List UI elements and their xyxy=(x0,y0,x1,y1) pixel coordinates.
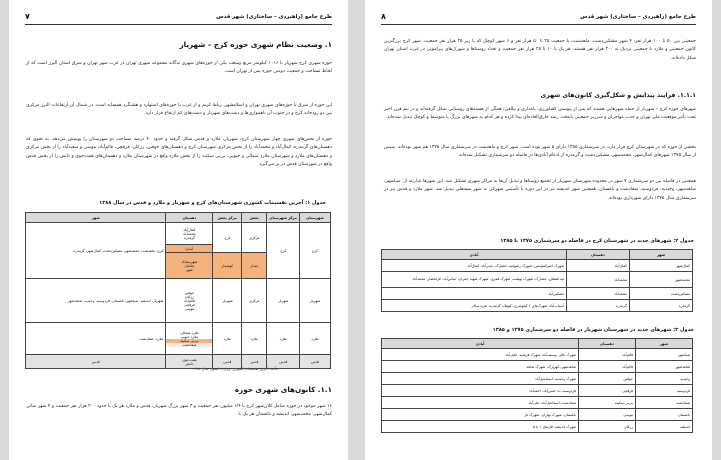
table-row xyxy=(26,279,331,323)
page-header xyxy=(25,12,332,25)
villages-cell: صفادشت، اسماعیل‌آباد، علی‌آباد xyxy=(382,397,579,409)
district-cell: موسی xyxy=(579,409,636,421)
table-header-cell: آبادی xyxy=(382,250,567,260)
villages-cell: شهرک امیرالمؤمنین، شهرک رضوانیه، حصارک، حیدرآباد، کمال‌آباد xyxy=(382,260,567,272)
villages-cell: باغستان، شهرک بهاران، شهرک ناز xyxy=(382,409,579,421)
village-cell: قرقچی xyxy=(184,302,195,307)
village-cell: ملارد جنوبی xyxy=(180,334,199,339)
city-cell: گرمدره xyxy=(630,300,693,312)
section-heading: ۱.۱.۱. فرایند پیدایش و شکل‌گیری کانون‌های شهری xyxy=(540,92,696,99)
divisions-table xyxy=(25,212,331,369)
table-row xyxy=(382,300,693,312)
county-cell: قدس xyxy=(300,355,331,369)
table-row xyxy=(382,385,693,397)
county-cell: ملارد xyxy=(300,323,331,355)
right-page xyxy=(365,0,712,460)
page-number: ۷ xyxy=(25,12,30,21)
paragraph: همچنین در فاصله بین دو سرشماری ۷ شهر در محدوده شهرستان شهریار از تجمیع روستاها و تبدیل آن‌ها به مراکز شهری تشکیل شد. این شهرها عبارتند از: صباشهر، شاهدشهر، وحیدیه، فردوسیه، صفادشت و باغستان. همچنین شهر اندیشه نیز در این دوره با تأسیس شهرکی به شهر مستقلی تبدیل شد. شهر ملارد و قدس نیز در سرشماری سال ۱۳۷۵ دارای شهرداری بوده‌اند. xyxy=(384,179,696,201)
city-cell: اندیشه xyxy=(636,421,693,433)
table-row xyxy=(382,288,693,300)
village-cell: قائم‌آباد xyxy=(183,298,195,303)
village-cell: شهرستانک xyxy=(181,259,198,264)
paragraph: این حوزه از شرق با حوزه‌های شهری تهران و اسلامشهر، رباط کریم و از غرب با حوزه‌های اشتهارد و هشتگرد همسایه است. در شمال آن ارتفاعات البرز مرکزی بین دو رودخانه کرج و در جنوب آن ناهمواری‌ها و دشت‌های شهریار و دشت‌های کم ارتفاع قرار دارد. xyxy=(26,103,332,117)
city-cell: مشکین‌دشت xyxy=(630,288,693,300)
district-center-cell: شهریار xyxy=(213,279,242,323)
county-center-cell: قدس xyxy=(267,355,300,369)
village-cell: بی‌بی سکینه xyxy=(166,339,212,343)
table-row xyxy=(26,323,331,355)
village-cell: رزکان xyxy=(184,294,194,299)
table-header-cell: آبادی xyxy=(382,339,579,349)
district-cell: رزکان xyxy=(579,421,636,433)
county-cell: کرج xyxy=(300,223,331,279)
table-header-row xyxy=(382,250,693,260)
shahriar-new-cities-table xyxy=(381,338,693,433)
paragraph: شهرهای حوزه کرج – شهریار از جمله شهرهایی هستند که پس از پیوستن کشاورزی، باغداری و ییلاقی، همگی از هسته‌های روستایی شکل گرفته‌اند و در نیم قرن اخیر تحت تأثیر موقعیت ملی تهران و جذب مهاجران و سرریز جمعیتی پایتخت رشد خارق‌العاده‌ای پیدا کرده و هر کدام به شهرهای بزرگ یا متوسط و کوچک تبدیل شده‌اند. xyxy=(384,107,696,121)
villages-cell: آسیاب‌آباد، شهرک‌های ۲ کیلومتری، کوهک، گرمدره، نقره سالار xyxy=(382,300,567,312)
district-cell: مرکزی xyxy=(242,279,267,323)
district-cell: محمدآباد xyxy=(567,272,630,288)
left-page xyxy=(9,0,348,460)
karaj-new-cities-table xyxy=(381,249,693,312)
table-header-cell: مرکز شهرستان xyxy=(267,213,300,223)
table-header-cell: دهستان xyxy=(579,339,636,349)
paragraph: ۱۶ شهر موجود در حوزه شامل کلان‌شهر کرج با ۱/۴ میلیون نفر جمعیت و ۳ شهر بزرگ شهریار، قدس و ملارد هر یک با حدود ۲۰۰ هزار نفر جمعیت و ۴ شهر میانی کمال‌شهر، محمدشهر، اندیشه و باغستان هر یک با xyxy=(26,404,333,418)
city-cell: صفادشت xyxy=(636,397,693,409)
district-cell: قائم‌آباد xyxy=(579,349,636,361)
paragraph: حوزه از بخش‌های شهری چهار شهرستان کرج، شهریار، ملارد و قدس شکل گرفته و حدود ۴۰ درصد مساحت دو شهرستان را پوشش می‌دهد. به نحوی که دهستان‌های گرمدره، کمال‌آباد و محمدآباد را از بخش مرکزی شهرستان کرج و دهستان‌های جوقین، رزکان، قرقچی، قائم‌آباد، موسی و سعیدآباد را از بخش مرکزی و دهستان‌های ملارد و شهرستان ملارد شمالی و جنوبی، بی‌بی سکینه را از بخش ملارد واقع در شهرستان ملارد و دهستان‌های همت‌جوی و دانش را از بخش قدس واقع در شهرستان قدس در بر می‌گیرد. xyxy=(26,137,332,168)
district-center-cell: قدس xyxy=(213,355,242,369)
table-row xyxy=(382,409,693,421)
section-heading: ۱.۱. کانون‌های شهری حوزه xyxy=(234,385,332,394)
village-cell: محمدآباد xyxy=(182,231,196,236)
table-header-cell: دهستان xyxy=(567,250,630,260)
district-cell: قدس xyxy=(242,355,267,369)
villages-cell: تپه قشلاق، حصارک، شهرک بهشت، شهرک قمری، شهرک شهید چمران، عباس‌آباد، قزلحصار، محمدآباد xyxy=(382,272,567,288)
section-heading: ۱. وضعیت نظام شهری حوزه کرج – شهریار xyxy=(179,40,332,49)
table-header-cell: مرکز بخش xyxy=(213,213,242,223)
village-cell: تنکمان xyxy=(184,263,195,268)
page-number: ۸ xyxy=(381,12,386,21)
district-cell: بی‌بی سکینه xyxy=(579,397,636,409)
villages-cell: شهرک اندیشه، فازهای ۱ تا ۵ xyxy=(382,421,579,433)
district-cell: کمال‌آباد xyxy=(567,260,630,272)
city-cell: صباشهر xyxy=(636,349,693,361)
district-cell: گرمدره xyxy=(567,300,630,312)
district-center-cell: کرج xyxy=(213,223,242,253)
city-cell: قدس xyxy=(26,355,166,369)
district-cell: مرکزی xyxy=(242,223,267,253)
district-cell: محمدآباد xyxy=(567,288,630,300)
paragraph: بخشی از حوزه که در شهرستان کرج قرار دارد، در سرشماری ۱۳۵۵ دارای ۵ شهر بوده است. شهر کرج و ماهدشت در سرشماری سال ۱۳۷۵ هم شهر بوده‌اند. سپس از سال ۱۳۷۵ شهرهای کمال‌شهر، محمدشهر، مشکین‌دشت و گرمدره از ادغام آبادی‌ها در فاصله دو سرشماری تشکیل شده‌اند. xyxy=(384,145,696,159)
city-cell: فردوسیه xyxy=(636,385,693,397)
village-cell: شهر xyxy=(186,267,193,272)
district-cell: قرقچی xyxy=(579,385,636,397)
header-title: طرح جامع (راهبردی – ساختاری) شهر قدس xyxy=(216,14,332,20)
table-header-cell: شهر xyxy=(636,339,693,349)
table-header-cell: شهر xyxy=(26,213,166,223)
table-row xyxy=(382,373,693,385)
table-source-note: مأخذ: آخرین تقسیمات کشوری، وزارت کشور، سال ۱۳۸۸ xyxy=(192,367,278,371)
village-cell: جوقین xyxy=(184,290,195,295)
county-center-cell: کرج xyxy=(267,223,300,279)
page-header xyxy=(381,12,696,25)
district-cell: ملارد xyxy=(242,323,267,355)
table-header-cell: شهرستان xyxy=(300,213,331,223)
district-center-cell: کوهسار xyxy=(213,253,242,279)
village-cell: همت‌جوی xyxy=(182,357,197,362)
village-cell: دانش xyxy=(185,361,194,366)
village-cell: موسی xyxy=(184,306,195,311)
county-center-cell: ملارد xyxy=(267,323,300,355)
table-row xyxy=(26,223,331,245)
table-header-cell: شهر xyxy=(630,250,693,260)
city-cell: باغستان xyxy=(636,409,693,421)
table-row xyxy=(26,355,331,369)
village-cell: آسارا xyxy=(166,245,213,253)
villages-cell: شهرک وحیدیه، اسماعیل‌آباد xyxy=(382,373,579,385)
district-cell: قائم‌آباد xyxy=(579,361,636,373)
table-row xyxy=(382,397,693,409)
paragraph: جمعیتی بین ۵۰ تا ۱۰۰ هزار نفر، ۴ شهر مشکین‌دشت، ماهدشت، با جمعیت ۲۵ تا ۵۰ هزار نفر و ۶ شهر کوچک که با زیر ۲۵ هزار نفر جمعیت. شهر کرج بزرگترین کانون جمعیتی و ملارد با جمعیتی نزدیک به ۲۰۰ هزار نفر هستند. هر یک با ۱۰ تا ۲۵ هزار نفر جمعیت و تعداد روستاها و شهرک‌های پیرامونی در غرب استان تهران شکل داده‌اند. xyxy=(384,39,696,61)
villages-cell: شاهدشهر، کهریزک، شهرک شاهد xyxy=(382,361,579,373)
table-row xyxy=(382,260,693,272)
county-center-cell: شهریار xyxy=(267,279,300,323)
table-caption: جدول ۳: شهرهای جدید در شهرستان شهریار در فاصله دو سرشماری ۱۳۷۵ و ۱۳۸۵ xyxy=(492,327,694,333)
district-center-cell: ملارد xyxy=(213,323,242,355)
table-header-cell: بخش xyxy=(242,213,267,223)
city-cell: شاهدشهر xyxy=(636,361,693,373)
table-caption: جدول ۱: آخرین تقسیمات کشوری شهرستان‌های کرج و شهریار و ملارد و قدس در سال ۱۳۸۸ xyxy=(99,200,326,206)
table-row xyxy=(382,272,693,288)
table-row xyxy=(382,361,693,373)
village-cell: ملارد شمالی xyxy=(179,330,199,335)
city-cell: کرج، ماهدشت، محمدشهر، مشکین‌دشت، کمال‌شهر، گرمدره xyxy=(26,223,166,279)
table-header-row xyxy=(26,213,331,223)
city-cell: کمال‌شهر xyxy=(630,260,693,272)
city-cell: وحیدیه xyxy=(636,373,693,385)
header-title: طرح جامع (راهبردی – ساختاری) شهر قدس xyxy=(580,14,696,20)
county-cell: شهریار xyxy=(300,279,331,323)
table-header-cell: دهستان xyxy=(166,213,213,223)
villages-cell: مشکین‌آباد xyxy=(382,288,567,300)
city-cell: ملارد، صفادشت xyxy=(26,323,166,355)
table-header-row xyxy=(382,339,693,349)
city-cell: شهریار، اندیشه، صباشهر، باغستان، فردوسیه، وحیدیه، شاهدشهر xyxy=(26,279,166,323)
city-cell: محمدشهر xyxy=(630,272,693,288)
district-cell: چندار xyxy=(242,253,267,279)
table-caption: جدول ۲: شهرهای جدید در شهرستان کرج در فاصله دو سرشماری ۱۳۷۵ تا ۱۳۸۵ xyxy=(500,238,694,244)
villages-cell: فردوسیه، ده حسن‌آباد، احمدآباد xyxy=(382,385,579,397)
table-row xyxy=(382,349,693,361)
villages-cell: شهرک باقر، یوسف‌آباد، شهرک فرشته، خلیل‌آباد xyxy=(382,349,579,361)
village-cell: صفادشت xyxy=(166,343,212,347)
district-cell: جوقین xyxy=(579,373,636,385)
table-row xyxy=(382,421,693,433)
paragraph: حوزه شهری کرج شهریار با ۱۰۱۶ کیلومتر مربع وسعت یکی از حوزه‌های شهری نه‌گانه مجموعه شهری تهران در غرب شهر تهران و شرق استان البرز است که از لحاظ مساحت و جمعیت دومین حوزه پس از تهران است. xyxy=(26,61,332,75)
village-cell: گرمدره xyxy=(183,235,195,240)
village-cell: کمال‌آباد xyxy=(183,227,196,232)
